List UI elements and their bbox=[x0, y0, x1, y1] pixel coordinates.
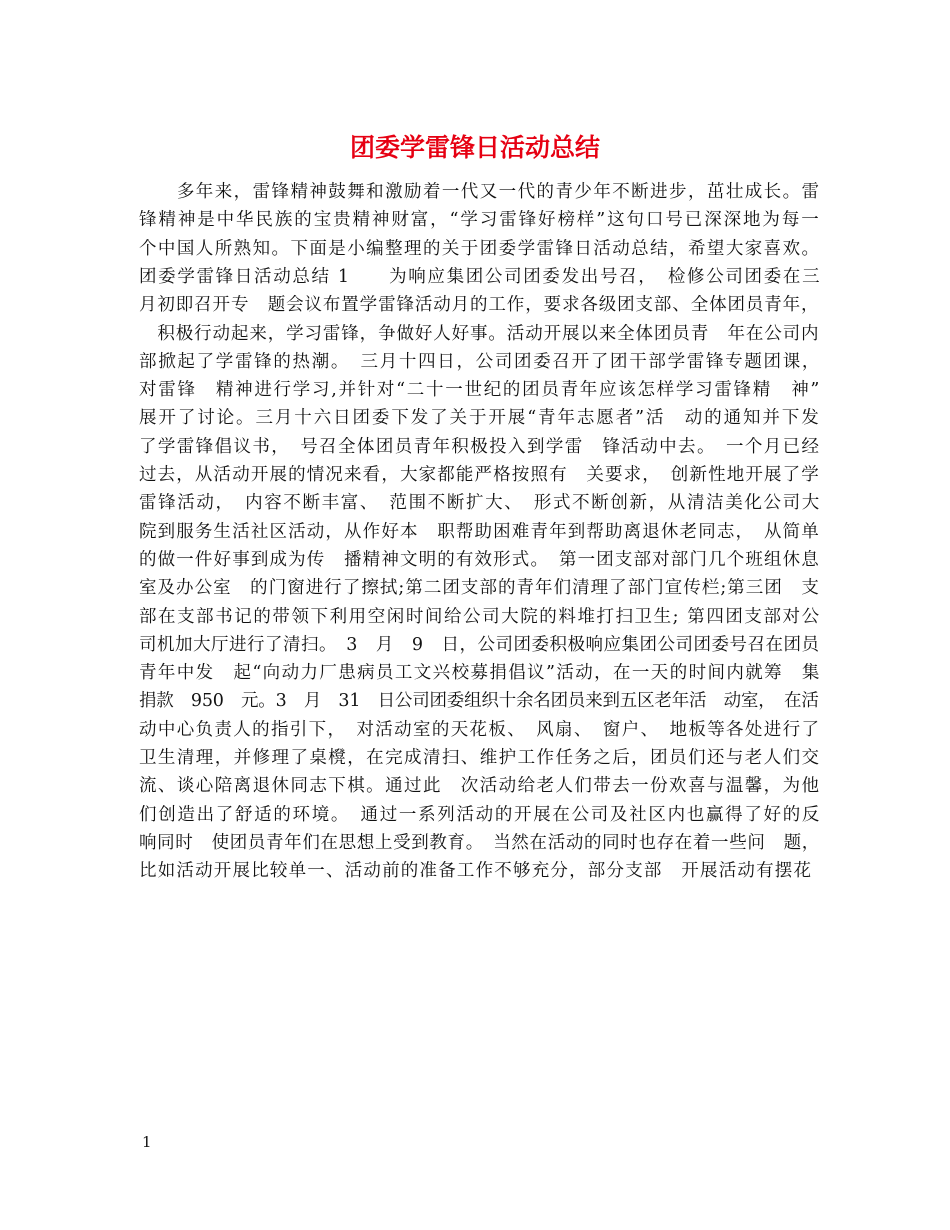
body-line: 动中心负责人的指引下， 对活动室的天花板、 风扇、 窗户、 地板等各处进行了 bbox=[139, 719, 821, 740]
body-line: 团委学雷锋日活动总结 1 为响应集团公司团委发出号召， 检修公司团委在三 bbox=[139, 266, 822, 287]
body-line: 们创造出了舒适的环境。 通过一系列活动的开展在公司及社区内也赢得了好的反 bbox=[139, 804, 822, 825]
body-line: 卫生清理，并修理了桌櫈，在完成清扫、维护工作任务之后，团员们还与老人们交 bbox=[139, 748, 821, 768]
body-line: 过去，从活动开展的情况来看，大家都能严格按照有 关要求， 创新性地开展了学 bbox=[139, 465, 820, 485]
page-number: 1 bbox=[142, 1133, 152, 1151]
body-line: 锋精神是中华民族的宝贵精神财富，“学习雷锋好榜样”这句口号已深深地为每一 bbox=[139, 210, 821, 231]
document-title: 团委学雷锋日活动总结 bbox=[349, 133, 600, 162]
body-line: 多年来，雷锋精神鼓舞和激励着一代又一代的青少年不断进步，茁壮成长。雷 bbox=[139, 182, 821, 202]
body-line: 部掀起了学雷锋的热潮。 三月十四日，公司团委召开了团干部学雷锋专题团课， bbox=[139, 351, 822, 372]
body-line: 室及办公室 的门窗进行了擦拭;第二团支部的青年们清理了部门宣传栏;第三团 支 bbox=[139, 578, 820, 599]
body-line: 部在支部书记的带领下利用空闲时间给公司大院的料堆打扫卫生; 第四团支部对公 bbox=[139, 606, 821, 627]
body-line: 积极行动起来，学习雷锋，争做好人好事。活动开展以来全体团员青 年在公司内 bbox=[139, 323, 820, 344]
body-line: 展开了讨论。三月十六日团委下发了关于开展“青年志愿者”活 动的通知并下发 bbox=[139, 408, 821, 429]
body-line: 月初即召开专 题会议布置学雷锋活动月的工作，要求各级团支部、全体团员青年， bbox=[139, 295, 820, 316]
body-line: 流、谈心陪离退休同志下棋。通过此 次活动给老人们带去一份欢喜与温馨，为他 bbox=[139, 776, 821, 797]
body-line: 响同时 使团员青年们在思想上受到教育。 当然在活动的同时也存在着一些问 题， bbox=[139, 832, 820, 853]
body-line: 的做一件好事到成为传 播精神文明的有效形式。 第一团支部对部门几个班组休息 bbox=[139, 549, 820, 570]
body-line: 对雷锋 精神进行学习,并针对“二十一世纪的团员青年应该怎样学习雷锋精 神” bbox=[139, 380, 822, 401]
body-line: 青年中发 起“向动力厂患病员工文兴校募捐倡议”活动，在一天的时间内就筹 集 bbox=[139, 663, 821, 684]
body-line: 个中国人所熟知。下面是小编整理的关于团委学雷锋日活动总结，希望大家喜欢。 bbox=[139, 238, 821, 259]
body-line: 比如活动开展比较单一、活动前的准备工作不够充分，部分支部 开展活动有摆花 bbox=[139, 861, 813, 882]
body-line: 雷锋活动， 内容不断丰富、 范围不断扩大、 形式不断创新，从清洁美化公司大 bbox=[139, 493, 821, 514]
body-line: 了学雷锋倡议书， 号召全体团员青年积极投入到学雷 锋活动中去。 一个月已经 bbox=[139, 436, 821, 457]
body-line: 司机加大厅进行了清扫。 3 月 9 日，公司团委积极响应集团公司团委号召在团员 bbox=[139, 634, 820, 655]
body-line: 院到服务生活社区活动，从作好本 职帮助困难青年到帮助离退休老同志， 从简单 bbox=[139, 521, 820, 542]
body-line: 捐款 950 元。3 月 31 日公司团委组织十余名团员来到五区老年活 动室， 在活 bbox=[139, 691, 819, 712]
